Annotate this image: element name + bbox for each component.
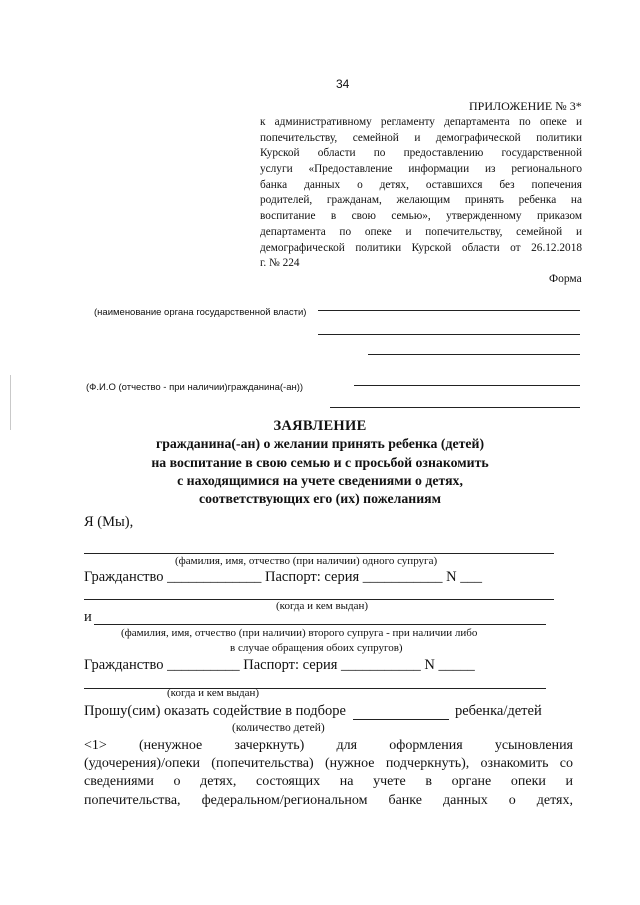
- title-line: гражданина(-ан) о желании принять ребенка (детей): [155, 436, 485, 451]
- issued1-caption: (когда и кем выдан): [276, 600, 369, 612]
- title-line: с находящимися на учете сведениями о детях,: [177, 473, 463, 488]
- appendix-line: воспитание в свою семью», утвержденному приказом: [260, 210, 582, 223]
- paragraph-line: попечительства, федеральном/региональном банке данных о детях,: [84, 793, 573, 808]
- children-count-caption: (количество детей): [232, 722, 325, 734]
- authority-line-2[interactable]: [318, 334, 580, 335]
- authority-line-3[interactable]: [368, 354, 580, 355]
- appendix-line: попечительству, семейной и демографической политики: [260, 131, 582, 144]
- appendix-line: родителей, гражданам, желающим принять ребенка на: [260, 194, 582, 207]
- spouse2-caption: (фамилия, имя, отчество (при наличии) второго супруга - при наличии либо: [121, 627, 478, 639]
- appendix-line: услуги «Предоставление информации из регионального: [260, 163, 582, 176]
- citizenship-line-1: Гражданство _____________ Паспорт: серия ___________ N ___: [84, 569, 482, 585]
- spouse1-caption: (фамилия, имя, отчество (при наличии) одного супруга): [175, 555, 438, 567]
- appendix-line: демографической политики Курской области от 26.12.2018: [260, 241, 582, 254]
- paragraph-line: (удочерения)/опеки (попечительства) (нужное подчеркнуть), ознакомить со: [84, 756, 573, 771]
- citizenship-line-2: Гражданство __________ Паспорт: серия ___________ N _____: [84, 657, 475, 673]
- appendix-line: г. № 224: [260, 257, 300, 270]
- appendix-line: Курской области по предоставлению государственной: [260, 147, 582, 160]
- i-we-label: Я (Мы),: [84, 514, 134, 530]
- appendix-line: департамента по опеке и попечительству, семейной и: [260, 225, 582, 238]
- paragraph-line: сведениями о детях, состоящих на учете в органе опеки и: [84, 774, 573, 789]
- form-label: Форма: [549, 273, 582, 285]
- document-title: ЗАЯВЛЕНИЕ: [273, 418, 367, 434]
- spouse2-caption: в случае обращения обоих супругов): [230, 642, 403, 654]
- spouse1-name-line[interactable]: [84, 553, 554, 554]
- issued2-line[interactable]: [84, 688, 546, 689]
- appendix-line: к административному регламенту департамента по опеке и: [260, 116, 582, 128]
- appendix-text: [260, 115, 582, 272]
- citizen-line-1[interactable]: [354, 385, 580, 386]
- appendix-line: банка данных о детях, оставшихся без попечения: [260, 178, 582, 191]
- issued2-caption: (когда и кем выдан): [167, 687, 260, 699]
- authority-caption: (наименование органа государственной власти): [94, 307, 307, 318]
- title-line: на воспитание в свою семью и с просьбой ознакомить: [151, 455, 489, 470]
- and-label: и: [84, 609, 92, 625]
- authority-line-1[interactable]: [318, 310, 580, 311]
- title-line: соответствующих его (их) пожеланиям: [198, 491, 442, 506]
- citizen-caption: (Ф.И.О (отчество - при наличии)гражданина(-ан)): [86, 382, 304, 393]
- children-count-line[interactable]: [353, 719, 449, 720]
- paragraph-line: <1> (ненужное зачеркнуть) для оформления усыновления: [84, 738, 573, 753]
- request-line-start: Прошу(сим) оказать содействие в подборе: [84, 703, 346, 719]
- request-line-end: ребенка/детей: [455, 703, 542, 719]
- page-number: 34: [336, 77, 350, 91]
- spouse2-name-line[interactable]: [94, 624, 546, 625]
- citizen-line-2[interactable]: [330, 407, 580, 408]
- appendix-heading: ПРИЛОЖЕНИЕ № 3*: [469, 99, 582, 113]
